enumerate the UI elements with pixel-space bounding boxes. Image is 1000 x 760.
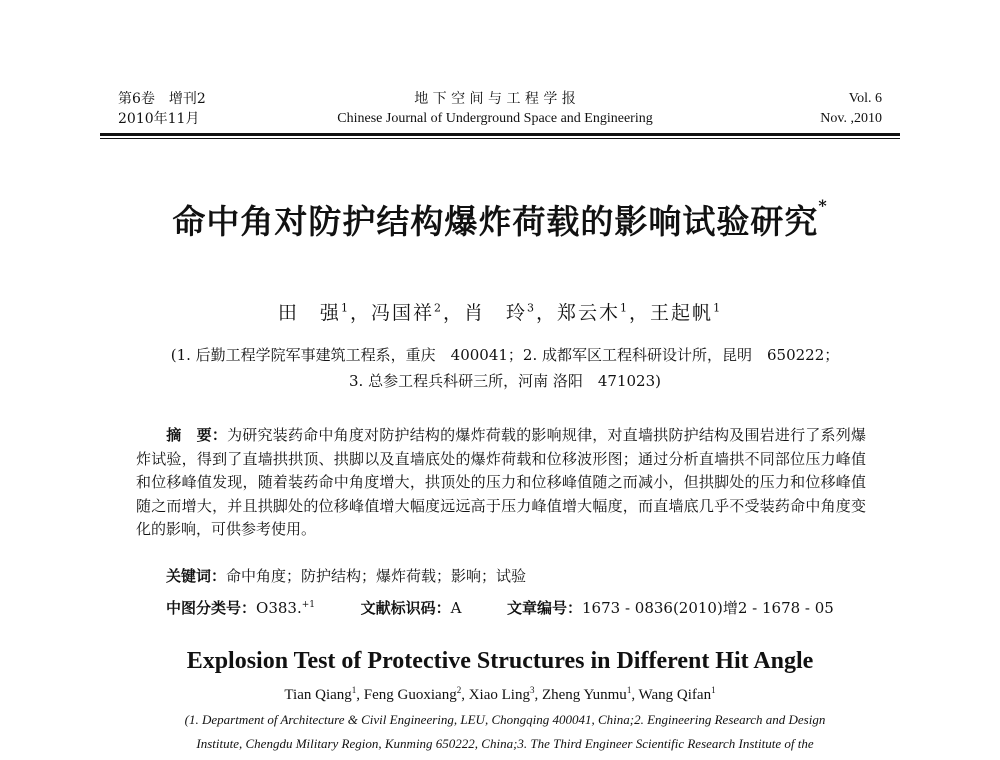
journal-name-en: Chinese Journal of Underground Space and Engineering: [337, 111, 653, 126]
clc-value: O383.: [256, 599, 302, 617]
author-list-en: [0, 685, 1000, 704]
author-name: Xiao Ling: [468, 687, 530, 703]
doc-code-label: 文献标识码：: [360, 599, 451, 617]
paper-title-cn: [0, 196, 1000, 243]
author-affiliation-mark: 1: [711, 685, 716, 695]
author-affiliation-mark: 2: [433, 301, 443, 315]
volume-cn: 第6卷 增刊2: [118, 91, 206, 107]
author-separator: ，: [442, 302, 464, 324]
author-affiliation-mark: 1: [340, 301, 350, 315]
title-footnote-mark: *: [818, 196, 828, 215]
keywords-text: 命中角度；防护结构；爆炸荷载；影响；试验: [226, 567, 527, 585]
affiliation-en-line-2: Institute, Chengdu Military Region, Kunming 650222, China;3. The Third Engineer Scientific Research Institute of the: [196, 736, 814, 751]
classification-line: [166, 597, 886, 618]
journal-name-cn: 地 下 空 间 与 工 程 学 报: [414, 91, 576, 107]
header-rule-thin: [100, 138, 900, 139]
author-affiliation-mark: 3: [529, 685, 535, 695]
affiliation-en-line-1: (1. Department of Architecture & Civil Engineering, LEU, Chongqing 400041, China;2. Engineering Research and Design: [184, 712, 826, 727]
header-rule-thick: [100, 133, 900, 136]
author-affiliation-mark: 1: [620, 301, 630, 315]
article-number-value: 1673 - 0836(2010)增2 - 1678 - 05: [582, 599, 834, 617]
article-number-label: 文章编号：: [506, 599, 582, 617]
author-affiliation-mark: 1: [351, 685, 357, 695]
author-name: 田 强: [277, 302, 341, 324]
author-separator: ，: [536, 302, 558, 324]
author-affiliation-mark: 2: [456, 685, 462, 695]
author-name: 郑云木: [557, 302, 621, 324]
clc-label: 中图分类号：: [166, 599, 257, 617]
author-separator: ，: [349, 302, 371, 324]
abstract: [136, 424, 866, 542]
keywords-label: 关键词：: [166, 567, 227, 585]
author-name: 冯国祥: [370, 302, 434, 324]
clc-sup: +1: [301, 600, 315, 610]
affiliation-cn-line-2: 3. 总参工程兵科研三所，河南 洛阳 471023): [349, 372, 661, 390]
author-name: Wang Qifan: [638, 687, 712, 703]
author-separator: ,: [356, 687, 364, 703]
abstract-label: 摘 要：: [166, 426, 228, 444]
header-center: [100, 89, 890, 129]
author-name: Feng Guoxiang: [363, 687, 457, 703]
title-text: 命中角对防护结构爆炸荷载的影响试验研究: [172, 202, 819, 241]
author-separator: ，: [629, 302, 651, 324]
paper-title-en: Explosion Test of Protective Structures in Different Hit Angle: [186, 648, 814, 674]
volume-en: Vol. 6: [848, 91, 882, 106]
author-name: Zheng Yunmu: [541, 687, 627, 703]
author-separator: ,: [534, 687, 542, 703]
author-affiliation-mark: 1: [713, 301, 723, 315]
author-list-cn: [0, 298, 1000, 325]
date-cn: 2010年11月: [118, 111, 200, 127]
author-affiliation-mark: 1: [626, 685, 632, 695]
keywords: [136, 565, 866, 586]
author-name: 王起帆: [650, 302, 714, 324]
date-en: Nov. ,2010: [820, 111, 882, 126]
journal-header: [100, 89, 890, 133]
header-right: [820, 89, 882, 129]
abstract-text: 为研究装药命中角度对防护结构的爆炸荷载的影响规律，对直墙拱防护结构及围岩进行了系列爆炸试验，得到了直墙拱拱顶、拱脚以及直墙底处的爆炸荷载和位移波形图；通过分析直墙拱不同部位压力峰值和位移峰值发现，随着装药命中角度增大，拱顶处的压力和位移峰值随之而减小，但拱脚处的压力和位移峰值随之而增大，并且拱脚处的位移峰值增大幅度远远高于压力峰值增大幅度，而直墙底几乎不受装药命中角度变化的影响，可供参考使用。: [136, 426, 866, 538]
author-affiliation-mark: 3: [527, 301, 536, 315]
doc-code-value: A: [450, 599, 462, 617]
author-separator: ,: [461, 687, 469, 703]
affiliation-cn-line-1: (1. 后勤工程学院军事建筑工程系，重庆 400041；2. 成都军区工程科研设计所，昆明 650222；: [170, 346, 840, 364]
author-name: 肖 玲: [463, 302, 527, 324]
author-separator: ,: [631, 687, 639, 703]
author-name: Tian Qiang: [284, 687, 352, 703]
